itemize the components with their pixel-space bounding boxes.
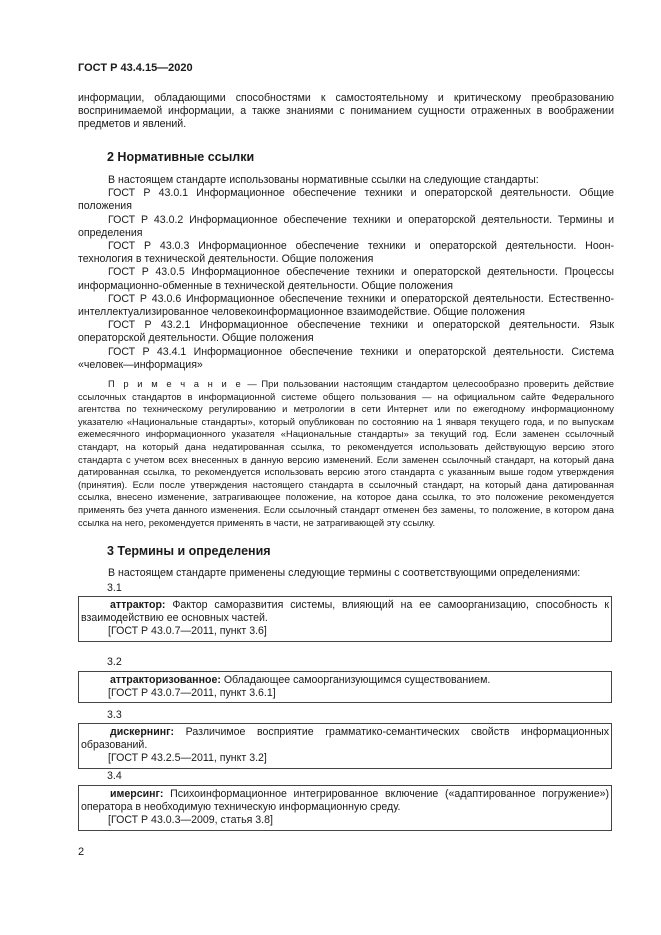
page-number: 2: [78, 846, 85, 858]
term-definition: Психоинформационное интегрированное включение («адаптированное погружение») оператора в необходимую техническую информационную среду.: [81, 788, 609, 814]
reference-item: ГОСТ Р 43.0.1 Информационное обеспечение техники и операторской деятельности. Общие положения: [78, 187, 614, 213]
term-source: [ГОСТ Р 43.0.7—2011, пункт 3.6]: [108, 625, 267, 638]
term-box: [78, 671, 612, 703]
term-definition: Обладающее самоорганизующимся существованием.: [220, 674, 491, 686]
note-block: [78, 378, 614, 529]
term-number: 3.2: [107, 656, 122, 668]
section-2-body: [78, 174, 614, 372]
note-label: П р и м е ч а н и е: [108, 378, 243, 389]
term-source: [ГОСТ Р 43.0.3—2009, статья 3.8]: [108, 814, 273, 827]
term-definition: Фактор саморазвития системы, влияющий на ее самоорганизацию, способность к взаимодействию ее основных частей.: [81, 599, 609, 625]
term-name: дискернинг:: [110, 726, 175, 738]
term-definition: Различимое восприятие грамматико-семантических свойств информационных образований.: [81, 726, 609, 752]
term-name: аттракторизованное:: [110, 674, 221, 686]
term-number: 3.1: [107, 582, 122, 594]
note-text: — При пользовании настоящим стандартом целесообразно проверить действие ссылочных стандартов в информационной системе общего пользования — на официальном сайте Федерального агентства по техническому регулированию и метрологии в сети Интернет или по ежегодному информационному указателю «Национальные стандарты», который опубликован по состоянию на 1 января текущего года, и по выпускам ежемесячного информационного указателя «Национальные стандарты» за текущий год. Если заменен ссылочный стандарт, на который дана недатированная ссылка, то рекомендуется использовать действующую версию этого стандарта с учетом всех внесенных в данную версию изменений. Если заменен ссылочный стандарт, на который дана датированная ссылка, то рекомендуется использовать версию этого стандарта с указанным выше годом утверждения (принятия). Если после утверждения настоящего стандарта в ссылочный стандарт, на который дана датированная ссылка, внесено изменение, затрагивающее положение, на которое дана ссылка, то это положение рекомендуется применять без учета данного изменения. Если ссылочный стандарт отменен без замены, то положение, в котором дана ссылка на него, рекомендуется применять в части, не затрагивающей эту ссылку.: [78, 378, 614, 528]
reference-item: ГОСТ Р 43.2.1 Информационное обеспечение техники и операторской деятельности. Язык операторской деятельности. Общие положения: [78, 319, 614, 345]
term-name: имерсинг:: [110, 788, 164, 800]
intro-paragraph: [78, 92, 614, 132]
section-3-lead-wrap: [78, 567, 614, 580]
term-box: [78, 596, 612, 642]
section-2-lead: В настоящем стандарте использованы нормативные ссылки на следующие стандарты:: [108, 174, 539, 186]
reference-item: ГОСТ Р 43.4.1 Информационное обеспечение техники и операторской деятельности. Система «человек—информация»: [78, 345, 614, 371]
reference-item: ГОСТ Р 43.0.2 Информационное обеспечение техники и операторской деятельности. Термины и определения: [78, 213, 614, 239]
reference-item: ГОСТ Р 43.0.3 Информационное обеспечение техники и операторской деятельности. Ноон-технология в технической деятельности. Общие положения: [78, 240, 614, 266]
document-code: ГОСТ Р 43.4.15—2020: [78, 62, 193, 74]
term-number: 3.3: [107, 709, 122, 721]
intro-text: информации, обладающими способностями к самостоятельному и критическому преобразованию воспринимаемой информации, а также знаниями с пониманием сущности отраженных в воображении предметов и явлений.: [78, 92, 614, 131]
reference-item: ГОСТ Р 43.0.6 Информационное обеспечение техники и операторской деятельности. Естественно-интеллектуализированное человекоинформационное взаимодействие. Общие положения: [78, 292, 614, 319]
section-3-title: 3 Термины и определения: [107, 544, 271, 558]
reference-item: ГОСТ Р 43.0.5 Информационное обеспечение техники и операторской деятельности. Процессы информационно-обменные в технической деятельности. Общие положения: [78, 266, 614, 292]
term-name: аттрактор:: [110, 599, 166, 611]
section-3-lead: В настоящем стандарте применены следующие термины с соответствующими определениями:: [108, 567, 581, 579]
term-box: [78, 785, 612, 831]
term-source: [ГОСТ Р 43.0.7—2011, пункт 3.6.1]: [108, 687, 276, 700]
term-source: [ГОСТ Р 43.2.5—2011, пункт 3.2]: [108, 752, 267, 765]
term-number: 3.4: [107, 770, 122, 782]
term-box: [78, 723, 612, 769]
section-2-title: 2 Нормативные ссылки: [107, 150, 255, 164]
